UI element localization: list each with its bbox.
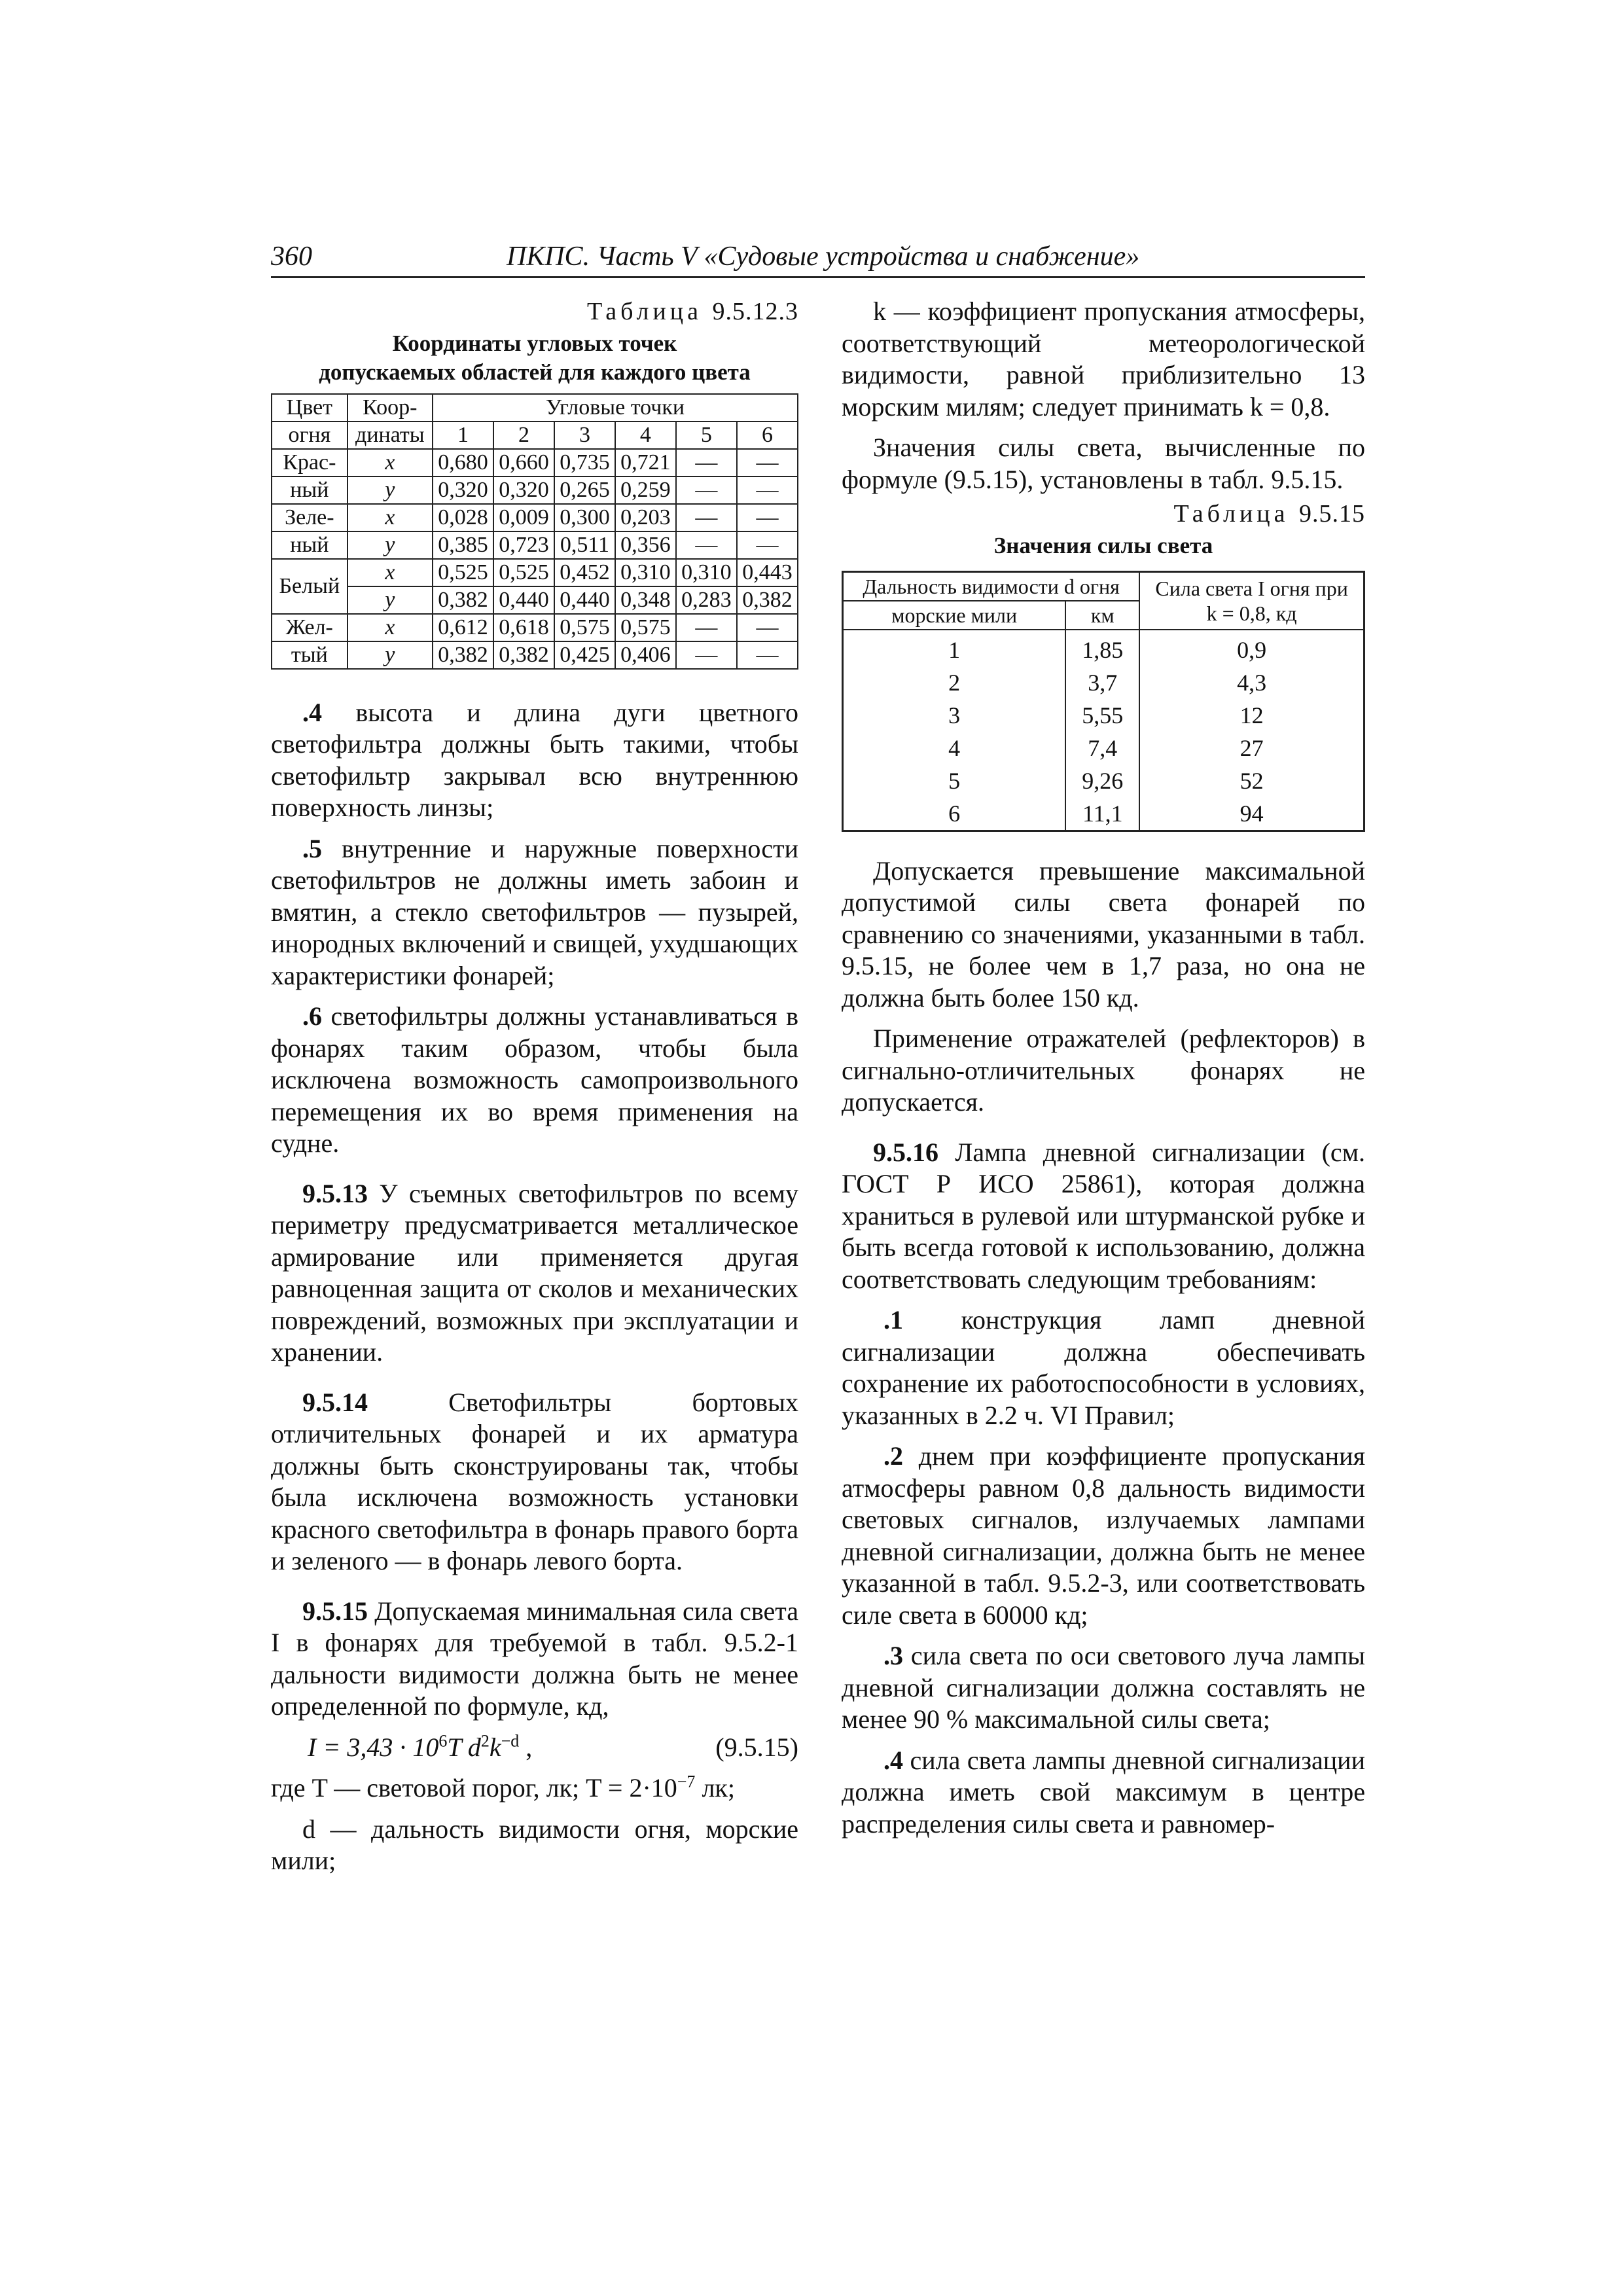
- t2-cd: 52: [1139, 764, 1364, 797]
- where-d: d — дальность видимости огня, морские мили;: [271, 1814, 798, 1875]
- t1-cell: —: [676, 641, 737, 669]
- t1-coord-y: y: [348, 476, 433, 504]
- section-9-5-15-num: 9.5.15: [302, 1596, 368, 1626]
- where-T: [271, 1772, 798, 1804]
- t1-cell: 0,511: [554, 531, 615, 559]
- t1-cell: —: [676, 614, 737, 641]
- t1-cell: 0,618: [493, 614, 554, 641]
- section-9-5-16-num: 9.5.16: [873, 1137, 938, 1167]
- t1-cell: —: [676, 531, 737, 559]
- t1-cell: 0,575: [615, 614, 676, 641]
- item-5-num: .5: [302, 833, 322, 863]
- t1-color: Зеле-: [272, 504, 348, 531]
- where-T-text: где T — световой порог, лк; T = 2·10: [271, 1773, 677, 1803]
- table-row: [272, 476, 798, 504]
- section-9-5-14: [271, 1387, 798, 1577]
- values-text: Значения силы света, вычисленные по формуле (9.5.15), установлены в табл. 9.5.15.: [842, 433, 1365, 494]
- t1-point-num: 4: [615, 422, 676, 449]
- t2-km: 9,26: [1065, 764, 1139, 797]
- t1-coord-x: x: [348, 504, 433, 531]
- table2-caption-word: Таблица: [1173, 500, 1289, 528]
- item-4-num: .4: [302, 697, 322, 727]
- t1-cell: 0,735: [554, 449, 615, 476]
- reflectors-text: Применение отражателей (рефлекторов) в сигнально-отличительных фонарях не допускается.: [842, 1024, 1365, 1117]
- lamp-item-1-text: конструкция ламп дневной сигнализации должна обеспечивать сохранение их работоспособности в условиях, указанных в 2.2 ч. VI Правил;: [842, 1305, 1365, 1430]
- t1-cell: 0,660: [493, 449, 554, 476]
- t2-cd: 4,3: [1139, 666, 1364, 699]
- t1-cell: 0,406: [615, 641, 676, 669]
- section-9-5-13-text: У съемных светофильтров по всему периметру предусматривается металлическое армирование или применяется другая равноценная защита от сколов и механических повреждений, возможных при эксплуатации и хранении.: [271, 1178, 798, 1367]
- t1-cell: —: [676, 504, 737, 531]
- t1-cell: —: [737, 614, 798, 641]
- t1-cell: —: [737, 476, 798, 504]
- table-row: [843, 699, 1364, 732]
- lamp-item-4: [842, 1745, 1365, 1840]
- table-row: [272, 449, 798, 476]
- t2-miles: 5: [843, 764, 1066, 797]
- t1-cell: —: [737, 641, 798, 669]
- t1-color: Жел-: [272, 614, 348, 641]
- t1-color: Белый: [272, 559, 348, 614]
- t1-head-coord: [348, 394, 433, 422]
- t2-miles: 1: [843, 630, 1066, 666]
- t1-cell: 0,680: [433, 449, 493, 476]
- t1-cell: 0,721: [615, 449, 676, 476]
- t1-cell: —: [737, 449, 798, 476]
- t1-cell: 0,575: [554, 614, 615, 641]
- t1-coord-y: y: [348, 586, 433, 614]
- t1-cell: —: [676, 476, 737, 504]
- t2-km: 5,55: [1065, 699, 1139, 732]
- left-column: [271, 296, 798, 1886]
- t1-cell: 0,525: [493, 559, 554, 586]
- table1-caption-number: 9.5.12.3: [712, 298, 798, 325]
- t1-cell: 0,452: [554, 559, 615, 586]
- t1-coord-x: x: [348, 449, 433, 476]
- formula-k: k: [489, 1732, 501, 1762]
- item-6-text: светофильтры должны устанавливаться в фонарях таким образом, чтобы была исключена возможность самопроизвольного перемещения их во время применения на судне.: [271, 1001, 798, 1158]
- t2-km: 3,7: [1065, 666, 1139, 699]
- table1-title-line2: допускаемых областей для каждого цвета: [319, 359, 751, 385]
- table-row: [272, 641, 798, 669]
- t2-cd: 27: [1139, 732, 1364, 764]
- t2-cd: 94: [1139, 797, 1364, 831]
- t1-cell: 0,425: [554, 641, 615, 669]
- t2-head-miles: морские мили: [843, 601, 1066, 630]
- formula-number: (9.5.15): [715, 1732, 798, 1762]
- t1-cell: 0,348: [615, 586, 676, 614]
- t2-head-km: км: [1065, 601, 1139, 630]
- t1-cell: —: [676, 449, 737, 476]
- right-column: [842, 296, 1365, 1849]
- t1-head-coord-1: Коор-: [363, 395, 418, 420]
- t1-point-num: 3: [554, 422, 615, 449]
- formula-exp: 2: [480, 1731, 490, 1751]
- t1-cell: 0,028: [433, 504, 493, 531]
- t1-cell: 0,382: [737, 586, 798, 614]
- item-5: [271, 833, 798, 992]
- lamp-item-2-text: днем при коэффициенте пропускания атмосферы равном 0,8 дальность видимости световых сигналов, излучаемых лампами дневной сигнализации, должна быть не менее указанной в табл. 9.5.2-3, или соответствовать силе света в 60000 кд;: [842, 1441, 1365, 1630]
- t1-head-color: [272, 394, 348, 422]
- t1-coord-y: y: [348, 531, 433, 559]
- t1-cell: 0,300: [554, 504, 615, 531]
- t1-color: ный: [272, 476, 348, 504]
- t1-cell: 0,382: [493, 641, 554, 669]
- t2-head-distance: Дальность видимости d огня: [843, 571, 1140, 601]
- section-9-5-14-text: Светофильтры бортовых отличительных фонарей и их арматура должны быть сконструированы так, чтобы была исключена возможность установки красного светофильтра в фонарь правого борта и зеленого — в фонарь левого борта.: [271, 1387, 798, 1575]
- table-row: [843, 797, 1364, 831]
- t1-color: ный: [272, 531, 348, 559]
- where-T-exp: −7: [677, 1772, 696, 1791]
- t2-cd: 0,9: [1139, 630, 1364, 666]
- table2-light-intensity: [842, 571, 1365, 832]
- lamp-item-4-num: .4: [883, 1745, 903, 1775]
- t1-cell: 0,203: [615, 504, 676, 531]
- k-definition: k — коэффициент пропускания атмосферы, соответствующий метеорологической видимости, равной приблизительно 13 морским милям; следует принимать k = 0,8.: [842, 296, 1365, 422]
- t1-cell: 0,723: [493, 531, 554, 559]
- t1-cell: 0,356: [615, 531, 676, 559]
- t2-head-intensity-2: k = 0,8, кд: [1206, 601, 1297, 625]
- t1-point-num: 6: [737, 422, 798, 449]
- formula-end: ,: [519, 1732, 533, 1762]
- lamp-item-4-text: сила света лампы дневной сигнализации должна иметь свой максимум в центре распределения силы света и равномер-: [842, 1745, 1365, 1839]
- item-6-num: .6: [302, 1001, 322, 1031]
- table-row: [272, 586, 798, 614]
- excess-text: Допускается превышение максимальной допустимой силы света фонарей по сравнению со значениями, указанными в табл. 9.5.15, не более чем в 1,7 раза, но она не должна быть более 150 кд.: [842, 855, 1365, 1013]
- lamp-item-1-num: .1: [883, 1305, 903, 1335]
- t1-cell: 0,382: [433, 641, 493, 669]
- t2-miles: 3: [843, 699, 1066, 732]
- table1-corner-coordinates: [271, 393, 798, 670]
- formula-mid: T d: [447, 1732, 481, 1762]
- lamp-item-3-num: .3: [883, 1641, 903, 1670]
- formula-exp: −d: [501, 1731, 520, 1751]
- t1-cell: 0,525: [433, 559, 493, 586]
- t2-head-intensity-1: Сила света I огня при: [1155, 576, 1348, 600]
- t2-km: 7,4: [1065, 732, 1139, 764]
- item-4-text: высота и длина дуги цветного светофильтра должны быть такими, чтобы светофильтр закрывал всю внутреннюю поверхность линзы;: [271, 697, 798, 822]
- t1-cell: 0,265: [554, 476, 615, 504]
- section-9-5-16-text: Лампа дневной сигнализации (см. ГОСТ Р ИСО 25861), которая должна храниться в рулевой или штурманской рубке и быть всегда готовой к использованию, должна соответствовать следующим требованиям:: [842, 1137, 1365, 1294]
- section-9-5-15: [271, 1596, 798, 1723]
- t1-cell: 0,320: [493, 476, 554, 504]
- table-row: [272, 504, 798, 531]
- lamp-item-3-text: сила света по оси светового луча лампы дневной сигнализации должна составлять не менее 90 % максимальной силы света;: [842, 1641, 1365, 1734]
- item-6: [271, 1001, 798, 1160]
- t1-cell: 0,009: [493, 504, 554, 531]
- table2-title: Значения силы света: [993, 532, 1213, 558]
- t1-coord-x: x: [348, 559, 433, 586]
- t2-km: 1,85: [1065, 630, 1139, 666]
- t1-color: Крас-: [272, 449, 348, 476]
- where-T-end: лк;: [695, 1773, 735, 1803]
- page-number: 360: [271, 242, 312, 272]
- table-row: [272, 531, 798, 559]
- t1-cell: 0,612: [433, 614, 493, 641]
- t1-head-color-1: Цвет: [286, 395, 333, 420]
- running-title: ПКПС. Часть V «Судовые устройства и снабжение»: [507, 242, 1140, 272]
- t1-head-points: Угловые точки: [433, 394, 798, 422]
- t1-cell: 0,440: [554, 586, 615, 614]
- t1-coord-x: x: [348, 614, 433, 641]
- item-5-text: внутренние и наружные поверхности светофильтров не должны иметь забоин и вмятин, а стекло светофильтров — пузырей, инородных включений и свищей, ухудшающих характеристики фонарей;: [271, 833, 798, 990]
- section-9-5-15-text: Допускаемая минимальная сила света I в фонарях для требуемой в табл. 9.5.2-1 дальности видимости должна быть не менее определенной по формуле, кд,: [271, 1596, 798, 1721]
- t1-cell: 0,440: [493, 586, 554, 614]
- table1-caption-word: Таблица: [586, 298, 702, 325]
- t1-point-num: 2: [493, 422, 554, 449]
- section-9-5-14-num: 9.5.14: [302, 1387, 368, 1417]
- t1-coord-y: y: [348, 641, 433, 669]
- formula-body: [308, 1732, 532, 1764]
- t1-point-num: 1: [433, 422, 493, 449]
- table2-caption: [842, 498, 1365, 530]
- t1-cell: 0,443: [737, 559, 798, 586]
- section-9-5-13: [271, 1178, 798, 1369]
- t2-km: 11,1: [1065, 797, 1139, 831]
- lamp-item-3: [842, 1640, 1365, 1736]
- t2-miles: 6: [843, 797, 1066, 831]
- table-row: [843, 630, 1364, 666]
- t2-cd: 12: [1139, 699, 1364, 732]
- table1-title-line1: Координаты угловых точек: [392, 330, 677, 356]
- table-row: [843, 666, 1364, 699]
- table2-caption-number: 9.5.15: [1299, 500, 1365, 528]
- t2-miles: 2: [843, 666, 1066, 699]
- lamp-item-2: [842, 1441, 1365, 1631]
- section-9-5-13-num: 9.5.13: [302, 1178, 368, 1208]
- t1-cell: 0,310: [676, 559, 737, 586]
- table-row: [272, 559, 798, 586]
- formula-lhs: I = 3,43 · 10: [308, 1732, 439, 1762]
- t1-cell: —: [737, 504, 798, 531]
- table-row: [843, 764, 1364, 797]
- t1-point-num: 5: [676, 422, 737, 449]
- item-4: [271, 697, 798, 824]
- page-header: [271, 238, 1365, 278]
- t2-head-intensity: [1139, 571, 1364, 630]
- t1-cell: —: [737, 531, 798, 559]
- table1-title: [271, 329, 798, 387]
- t1-cell: 0,259: [615, 476, 676, 504]
- t1-head-coord-2: динаты: [348, 422, 433, 449]
- t2-miles: 4: [843, 732, 1066, 764]
- t1-cell: 0,320: [433, 476, 493, 504]
- t1-cell: 0,385: [433, 531, 493, 559]
- t1-color: тый: [272, 641, 348, 669]
- table-row: [843, 732, 1364, 764]
- t1-head-color-2: огня: [272, 422, 348, 449]
- table1-caption: [271, 296, 798, 328]
- formula-9-5-15: [271, 1732, 798, 1764]
- t1-cell: 0,283: [676, 586, 737, 614]
- lamp-item-1: [842, 1304, 1365, 1431]
- table-row: [272, 614, 798, 641]
- t1-cell: 0,310: [615, 559, 676, 586]
- section-9-5-16: [842, 1137, 1365, 1296]
- formula-exp: 6: [438, 1731, 448, 1751]
- t1-cell: 0,382: [433, 586, 493, 614]
- lamp-item-2-num: .2: [883, 1441, 903, 1471]
